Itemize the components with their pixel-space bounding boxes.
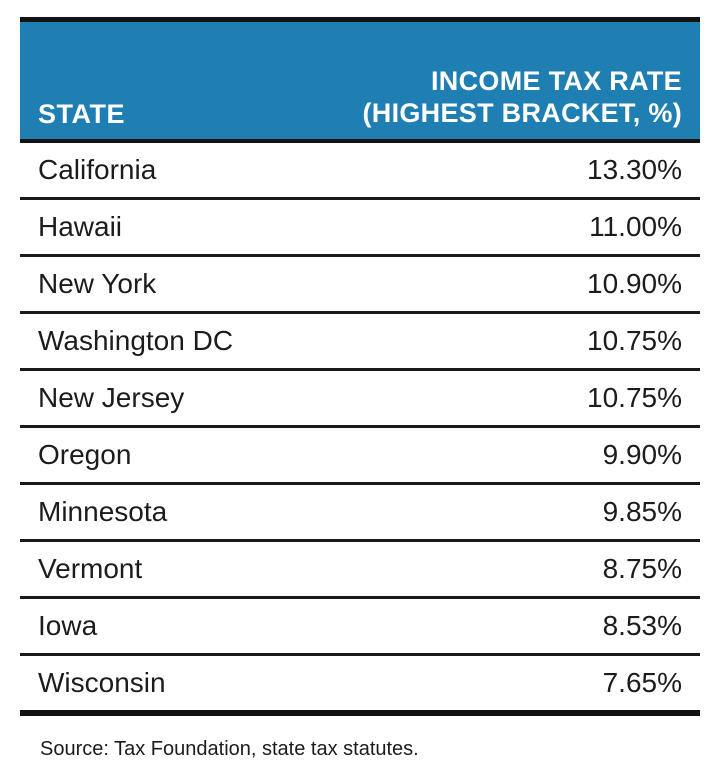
table-row	[20, 428, 700, 485]
tax-rate-cell: 11.00%	[589, 211, 682, 242]
state-name-cell: Hawaii	[38, 211, 123, 242]
table-body	[20, 143, 700, 716]
source-note: Source: Tax Foundation, state tax statutes.	[40, 738, 419, 760]
state-name-cell: Wisconsin	[38, 667, 166, 698]
column-header-rate-line1: INCOME TAX RATE	[431, 66, 682, 97]
income-tax-table	[20, 17, 700, 716]
table-row	[20, 143, 700, 200]
column-header-rate-line2: (HIGHEST BRACKET, %)	[362, 98, 682, 129]
state-name-cell: Minnesota	[38, 496, 168, 527]
state-name-cell: Iowa	[38, 610, 98, 641]
column-header-rate	[362, 66, 682, 130]
tax-rate-cell: 9.85%	[602, 496, 682, 527]
table-row	[20, 656, 700, 716]
state-name-cell: California	[38, 154, 157, 185]
state-name-cell: New York	[38, 268, 157, 299]
tax-rate-cell: 10.75%	[587, 382, 682, 413]
column-header-state: STATE	[38, 99, 125, 130]
table-row	[20, 257, 700, 314]
table-row	[20, 371, 700, 428]
table-row	[20, 314, 700, 371]
tax-rate-cell: 10.75%	[587, 325, 682, 356]
tax-rate-cell: 8.75%	[602, 553, 682, 584]
state-name-cell: Vermont	[38, 553, 143, 584]
table-row	[20, 200, 700, 257]
state-name-cell: Washington DC	[38, 325, 234, 356]
state-name-cell: Oregon	[38, 439, 132, 470]
tax-rate-cell: 7.65%	[602, 667, 682, 698]
table-row	[20, 542, 700, 599]
state-name-cell: New Jersey	[38, 382, 185, 413]
tax-rate-cell: 13.30%	[587, 154, 682, 185]
table-row	[20, 485, 700, 542]
tax-rate-cell: 10.90%	[587, 268, 682, 299]
tax-rate-cell: 8.53%	[602, 610, 682, 641]
tax-rate-cell: 9.90%	[602, 439, 682, 470]
table-row	[20, 599, 700, 656]
table-header	[20, 17, 700, 143]
